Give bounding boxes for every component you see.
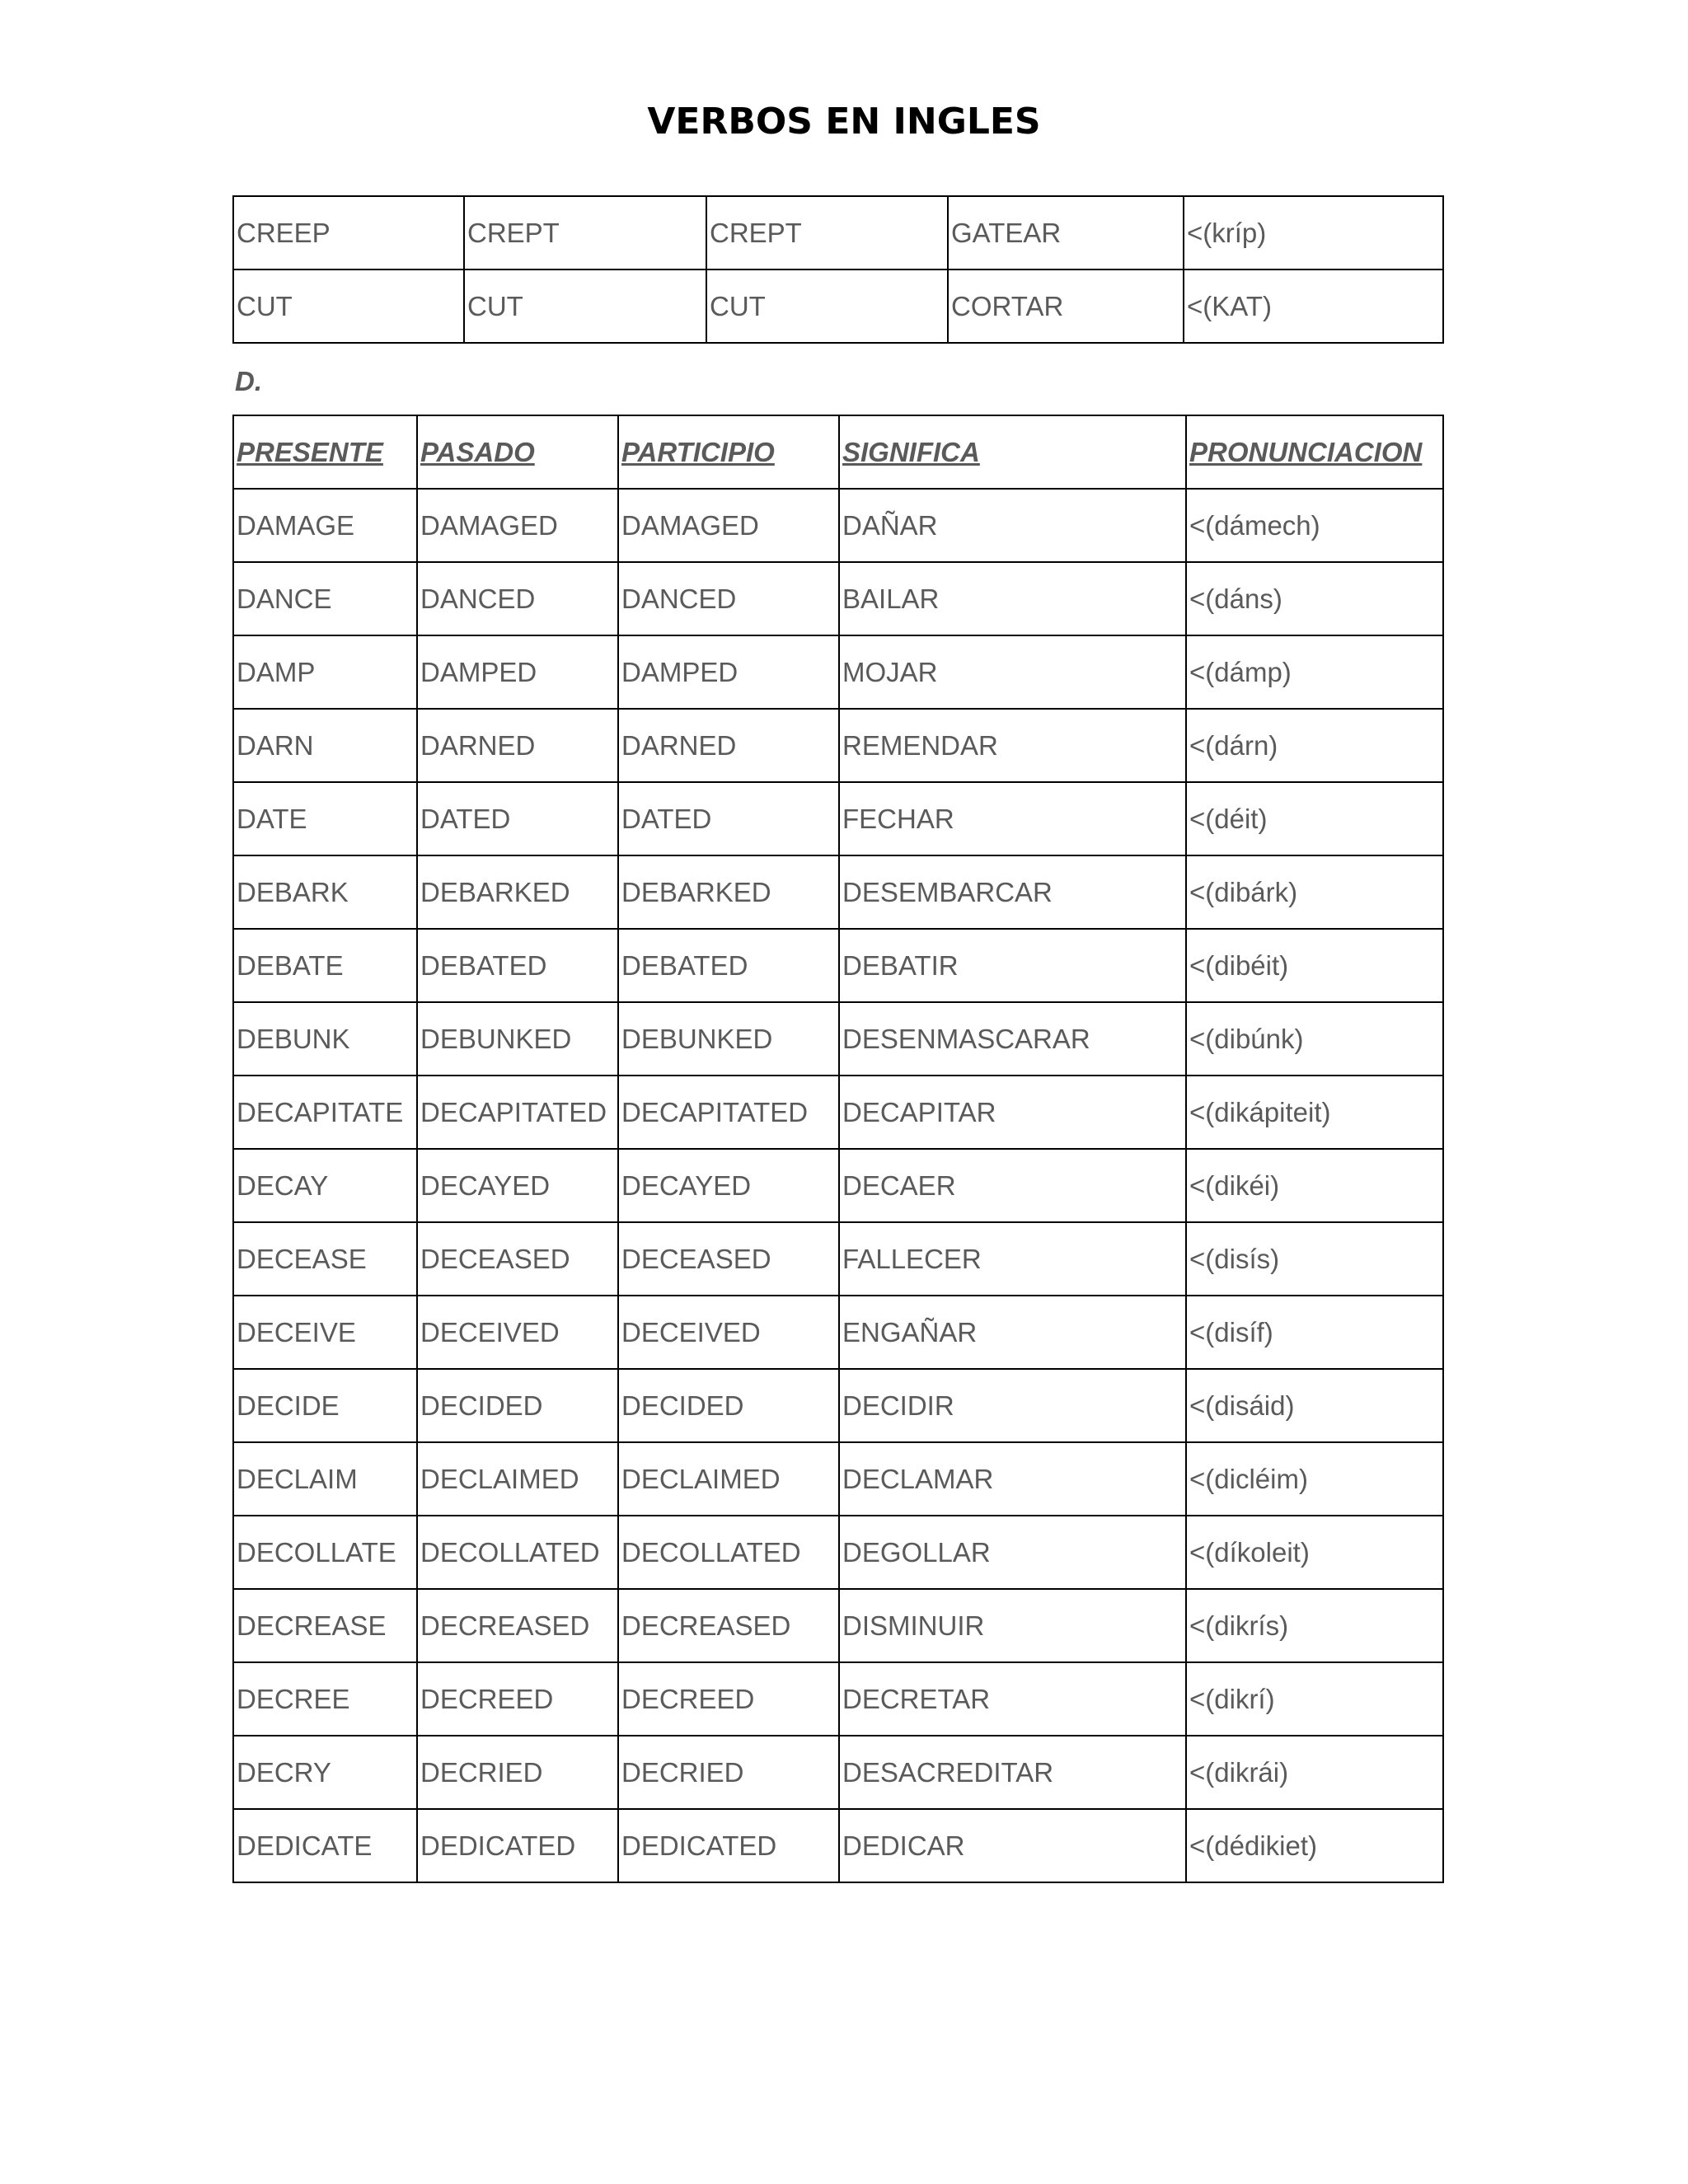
table-cell: CREPT: [706, 196, 948, 269]
column-header: PRESENTE: [233, 415, 417, 489]
table-cell: DEBATIR: [839, 929, 1186, 1002]
table-row: [233, 635, 1443, 709]
table-row: [233, 1002, 1443, 1076]
table-cell: CREEP: [233, 196, 464, 269]
table-cell: DECOLLATED: [618, 1516, 839, 1589]
table-cell: <(déit): [1186, 782, 1443, 855]
table-cell: DAMAGED: [417, 489, 618, 562]
table-cell: FALLECER: [839, 1222, 1186, 1296]
table-cell: <(disáid): [1186, 1369, 1443, 1442]
table-cell: DARNED: [618, 709, 839, 782]
table-cell: MOJAR: [839, 635, 1186, 709]
table-row: [233, 929, 1443, 1002]
table-cell: DECRETAR: [839, 1662, 1186, 1736]
section-letter: D.: [235, 366, 262, 396]
page-title: VERBOS EN INGLES: [647, 101, 1041, 143]
table-cell: DECAPITAR: [839, 1076, 1186, 1149]
table-header-row: [233, 415, 1443, 489]
table-cell: DAMPED: [417, 635, 618, 709]
table-cell: <(dédikiet): [1186, 1809, 1443, 1882]
table-cell: DECRIED: [618, 1736, 839, 1809]
table-cell: <(KAT): [1184, 269, 1443, 343]
table-cell: FECHAR: [839, 782, 1186, 855]
table-cell: DESACREDITAR: [839, 1736, 1186, 1809]
table-cell: <(disís): [1186, 1222, 1443, 1296]
table-cell: <(dáns): [1186, 562, 1443, 635]
table-cell: DATE: [233, 782, 417, 855]
table-row: [233, 1369, 1443, 1442]
table-row: [233, 489, 1443, 562]
table-cell: DECIDED: [618, 1369, 839, 1442]
table-cell: DECRIED: [417, 1736, 618, 1809]
table-cell: DECEASED: [618, 1222, 839, 1296]
table-row: [233, 1736, 1443, 1809]
table-cell: DANCED: [417, 562, 618, 635]
table-cell: DATED: [618, 782, 839, 855]
column-header: PARTICIPIO: [618, 415, 839, 489]
table-cell: DECOLLATED: [417, 1516, 618, 1589]
table-cell: DANCED: [618, 562, 839, 635]
table-cell: DEDICATE: [233, 1809, 417, 1882]
table-cell: DEBARK: [233, 855, 417, 929]
table-cell: <(dicléim): [1186, 1442, 1443, 1516]
table-cell: DANCE: [233, 562, 417, 635]
table-cell: DECAER: [839, 1149, 1186, 1222]
table-cell: DAMAGED: [618, 489, 839, 562]
table-row: [233, 1222, 1443, 1296]
table-cell: DAMP: [233, 635, 417, 709]
table-cell: REMENDAR: [839, 709, 1186, 782]
column-header: PASADO: [417, 415, 618, 489]
table-cell: DECREASED: [618, 1589, 839, 1662]
table-cell: <(dibúnk): [1186, 1002, 1443, 1076]
table-row: [233, 1589, 1443, 1662]
table-cell: <(dibárk): [1186, 855, 1443, 929]
table-cell: DATED: [417, 782, 618, 855]
table-row: [233, 562, 1443, 635]
column-header: PRONUNCIACION: [1186, 415, 1443, 489]
table-row: [233, 1296, 1443, 1369]
table-cell: DECAYED: [417, 1149, 618, 1222]
table-cell: GATEAR: [948, 196, 1184, 269]
table-row: [233, 1442, 1443, 1516]
table-cell: DEBATED: [618, 929, 839, 1002]
table-cell: DEBUNK: [233, 1002, 417, 1076]
table-cell: DECREASE: [233, 1589, 417, 1662]
table-cell: CORTAR: [948, 269, 1184, 343]
table-cell: DECIDED: [417, 1369, 618, 1442]
table-row: [233, 709, 1443, 782]
table-cell: <(dámech): [1186, 489, 1443, 562]
table-cell: DECLAIM: [233, 1442, 417, 1516]
table-cell: DECIDIR: [839, 1369, 1186, 1442]
table-row: [233, 1809, 1443, 1882]
table-cell: DECAPITATED: [417, 1076, 618, 1149]
table-cell: DARNED: [417, 709, 618, 782]
table-cell: DEDICAR: [839, 1809, 1186, 1882]
table-cell: <(dikrái): [1186, 1736, 1443, 1809]
table-cell: DECIDE: [233, 1369, 417, 1442]
table-cell: DEBUNKED: [618, 1002, 839, 1076]
table-cell: <(dikéi): [1186, 1149, 1443, 1222]
table-cell: DECRY: [233, 1736, 417, 1809]
table-cell: DECEIVED: [417, 1296, 618, 1369]
table-cell: <(díkoleit): [1186, 1516, 1443, 1589]
table-cell: ENGAÑAR: [839, 1296, 1186, 1369]
table-cell: DECREE: [233, 1662, 417, 1736]
table-cell: DESEMBARCAR: [839, 855, 1186, 929]
table-cell: CUT: [464, 269, 706, 343]
table-cell: DECAPITATED: [618, 1076, 839, 1149]
table-cell: DECAY: [233, 1149, 417, 1222]
table-cell: DECEIVED: [618, 1296, 839, 1369]
table-cell: <(disíf): [1186, 1296, 1443, 1369]
table-cell: DECREED: [618, 1662, 839, 1736]
table-cell: DEDICATED: [618, 1809, 839, 1882]
table-cell: DARN: [233, 709, 417, 782]
table-cell: DECOLLATE: [233, 1516, 417, 1589]
table-row: [233, 782, 1443, 855]
table-cell: CUT: [233, 269, 464, 343]
table-row: [233, 1076, 1443, 1149]
table-cell: DECAPITATE: [233, 1076, 417, 1149]
table-cell: <(kríp): [1184, 196, 1443, 269]
table-cell: <(dibéit): [1186, 929, 1443, 1002]
table-cell: DECLAIMED: [618, 1442, 839, 1516]
table-cell: DESENMASCARAR: [839, 1002, 1186, 1076]
table-row: [233, 1149, 1443, 1222]
table-cell: DAMPED: [618, 635, 839, 709]
table-row: [233, 196, 1443, 269]
table-cell: DAMAGE: [233, 489, 417, 562]
table-cell: <(dikápiteit): [1186, 1076, 1443, 1149]
table-cell: DECREASED: [417, 1589, 618, 1662]
table-cell: <(dikrí): [1186, 1662, 1443, 1736]
table-cell: DEGOLLAR: [839, 1516, 1186, 1589]
table-cell: DEBATE: [233, 929, 417, 1002]
table-cell: CUT: [706, 269, 948, 343]
table-cell: <(dámp): [1186, 635, 1443, 709]
verb-table-d: [232, 415, 1444, 1883]
table-cell: DECLAIMED: [417, 1442, 618, 1516]
verb-table-top: [232, 195, 1444, 344]
table-cell: DECEIVE: [233, 1296, 417, 1369]
table-row: [233, 1516, 1443, 1589]
table-cell: DEBUNKED: [417, 1002, 618, 1076]
table-cell: DAÑAR: [839, 489, 1186, 562]
table-cell: DEBATED: [417, 929, 618, 1002]
table-cell: BAILAR: [839, 562, 1186, 635]
table-cell: DECLAMAR: [839, 1442, 1186, 1516]
table-cell: DECEASE: [233, 1222, 417, 1296]
table-row: [233, 1662, 1443, 1736]
table-cell: <(dikrís): [1186, 1589, 1443, 1662]
column-header: SIGNIFICA: [839, 415, 1186, 489]
table-cell: DECAYED: [618, 1149, 839, 1222]
table-cell: DEBARKED: [417, 855, 618, 929]
table-cell: <(dárn): [1186, 709, 1443, 782]
table-cell: DECREED: [417, 1662, 618, 1736]
table-row: [233, 269, 1443, 343]
table-cell: CREPT: [464, 196, 706, 269]
table-cell: DEDICATED: [417, 1809, 618, 1882]
table-cell: DISMINUIR: [839, 1589, 1186, 1662]
table-row: [233, 855, 1443, 929]
table-cell: DECEASED: [417, 1222, 618, 1296]
table-cell: DEBARKED: [618, 855, 839, 929]
